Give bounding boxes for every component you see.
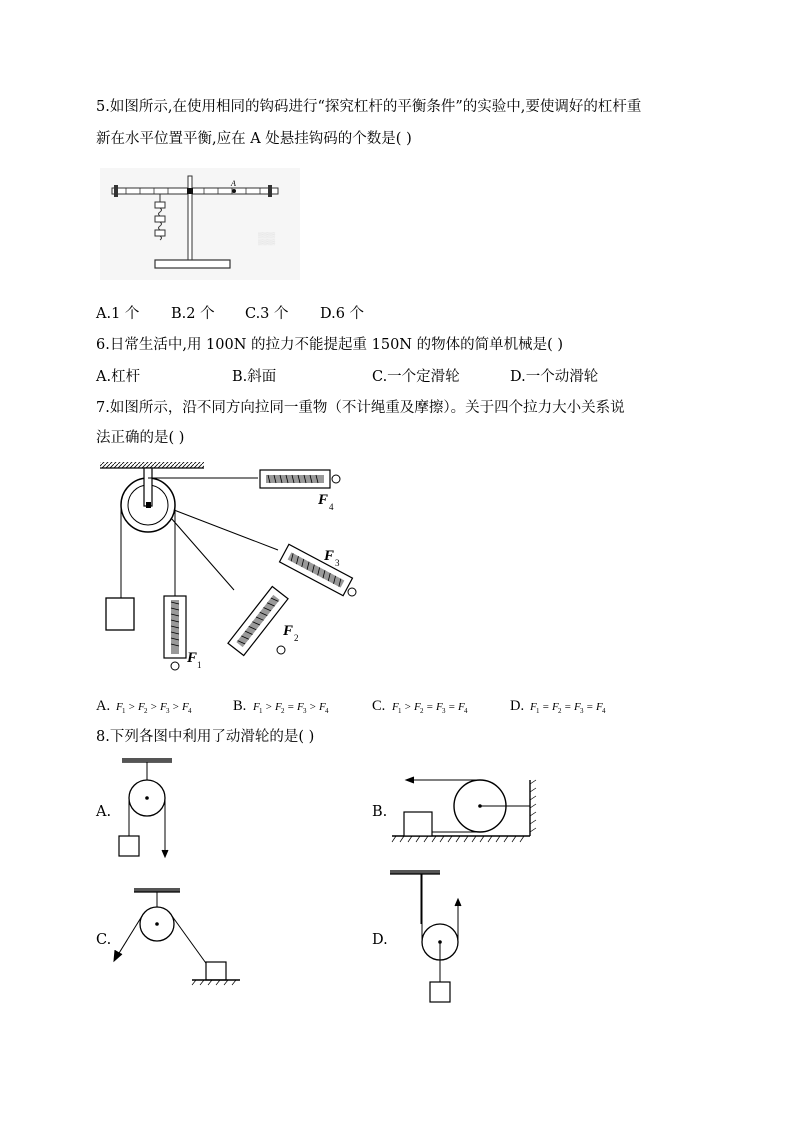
svg-text:3: 3 xyxy=(580,707,584,715)
q7-label-f3: F xyxy=(324,548,335,564)
q5-lever-figure xyxy=(100,168,300,288)
q7-label-f2: F xyxy=(283,623,294,639)
q7-stem-line1: 7.如图所示，沿不同方向拉同一重物（不计绳重及摩擦）。关于四个拉力大小关系说 xyxy=(96,400,625,416)
svg-text:F: F xyxy=(182,701,189,713)
svg-text:=: = xyxy=(542,701,550,713)
svg-text:▒▒: ▒▒ xyxy=(258,231,276,245)
svg-text:=: = xyxy=(564,701,572,713)
svg-text:1: 1 xyxy=(122,707,126,715)
svg-text:1: 1 xyxy=(259,707,263,715)
svg-text:3: 3 xyxy=(442,707,446,715)
q7-option-d-expr xyxy=(529,701,606,715)
q7-options xyxy=(96,694,656,718)
svg-text:F: F xyxy=(392,701,399,713)
q5-option-d: D.6 个 xyxy=(320,306,365,322)
svg-text:4: 4 xyxy=(188,707,192,715)
svg-text:>: > xyxy=(128,701,136,713)
q7-label-f1-sub: 1 xyxy=(197,660,202,670)
q7-option-c-letter: C. xyxy=(372,698,386,714)
q6-stem: 6.日常生活中,用 100N 的拉力不能提起重 150N 的物体的简单机械是( ) xyxy=(96,337,564,353)
q8-stem: 8.下列各图中利用了动滑轮的是( ) xyxy=(96,729,315,745)
q5-stem-line2: 新在水平位置平衡,应在 A 处悬挂钩码的个数是( ) xyxy=(96,131,412,147)
q8-label-d: D. xyxy=(372,932,388,948)
svg-text:F: F xyxy=(436,701,443,713)
svg-text:1: 1 xyxy=(398,707,402,715)
q7-spring-scale-f2 xyxy=(228,586,288,655)
q8-figure-d xyxy=(386,870,476,1010)
q7-spring-scale-f4 xyxy=(260,470,330,488)
q8-label-b: B. xyxy=(372,804,388,820)
svg-text:=: = xyxy=(287,701,295,713)
svg-text:2: 2 xyxy=(144,707,148,715)
svg-text:2: 2 xyxy=(558,707,562,715)
q7-option-d-letter: D. xyxy=(510,698,525,714)
svg-text:=: = xyxy=(586,701,594,713)
q6-option-c: C.一个定滑轮 xyxy=(372,369,460,385)
q7-label-f2-sub: 2 xyxy=(294,633,299,643)
q8-figure-a xyxy=(112,758,182,868)
svg-text:>: > xyxy=(265,701,273,713)
q5-option-b: B.2 个 xyxy=(171,306,215,322)
svg-text:4: 4 xyxy=(325,707,329,715)
q7-pulley-figure xyxy=(98,456,368,676)
q7-spring-scale-f1 xyxy=(164,586,186,670)
svg-text:F: F xyxy=(116,701,123,713)
svg-text:F: F xyxy=(160,701,167,713)
svg-text:>: > xyxy=(309,701,317,713)
q7-stem-line2: 法正确的是( ) xyxy=(96,430,185,446)
q5-stem-line1: 5.如图所示,在使用相同的钩码进行“探究杠杆的平衡条件”的实验中,要使调好的杠杆重 xyxy=(96,99,642,115)
q6-option-b: B.斜面 xyxy=(232,369,277,385)
svg-text:4: 4 xyxy=(602,707,606,715)
q6-option-a: A.杠杆 xyxy=(96,369,141,385)
q7-option-b-expr xyxy=(252,701,329,715)
svg-text:2: 2 xyxy=(281,707,285,715)
svg-text:F: F xyxy=(574,701,581,713)
svg-text:F: F xyxy=(253,701,260,713)
svg-text:F: F xyxy=(552,701,559,713)
q8-label-c: C. xyxy=(96,932,112,948)
q7-option-c-expr xyxy=(391,701,468,715)
svg-text:=: = xyxy=(448,701,456,713)
svg-text:=: = xyxy=(426,701,434,713)
svg-text:>: > xyxy=(172,701,180,713)
svg-text:F: F xyxy=(596,701,603,713)
q7-label-f1: F xyxy=(187,650,198,666)
q7-option-a-letter: A. xyxy=(96,698,111,714)
svg-text:>: > xyxy=(404,701,412,713)
q7-spring-scale-f3 xyxy=(280,544,353,595)
q8-figure-b xyxy=(390,770,540,850)
svg-text:F: F xyxy=(414,701,421,713)
q7-option-a-expr xyxy=(115,701,192,715)
q5-point-a-label: A xyxy=(231,179,236,188)
q5-option-a: A.1 个 xyxy=(96,306,140,322)
q8-label-a: A. xyxy=(96,804,112,820)
q6-option-d: D.一个动滑轮 xyxy=(510,369,599,385)
svg-text:3: 3 xyxy=(166,707,170,715)
svg-text:F: F xyxy=(297,701,304,713)
svg-text:F: F xyxy=(319,701,326,713)
svg-text:>: > xyxy=(150,701,158,713)
svg-text:F: F xyxy=(138,701,145,713)
svg-text:1: 1 xyxy=(536,707,540,715)
svg-text:F: F xyxy=(275,701,282,713)
svg-text:4: 4 xyxy=(464,707,468,715)
q7-label-f4: F xyxy=(318,492,329,508)
svg-text:F: F xyxy=(458,701,465,713)
svg-text:3: 3 xyxy=(303,707,307,715)
q5-option-c: C.3 个 xyxy=(245,306,289,322)
q8-figure-c xyxy=(110,888,250,988)
svg-text:2: 2 xyxy=(420,707,424,715)
q7-label-f3-sub: 3 xyxy=(335,558,340,568)
svg-text:F: F xyxy=(530,701,537,713)
q7-option-b-letter: B. xyxy=(233,698,247,714)
q7-label-f4-sub: 4 xyxy=(329,502,334,512)
